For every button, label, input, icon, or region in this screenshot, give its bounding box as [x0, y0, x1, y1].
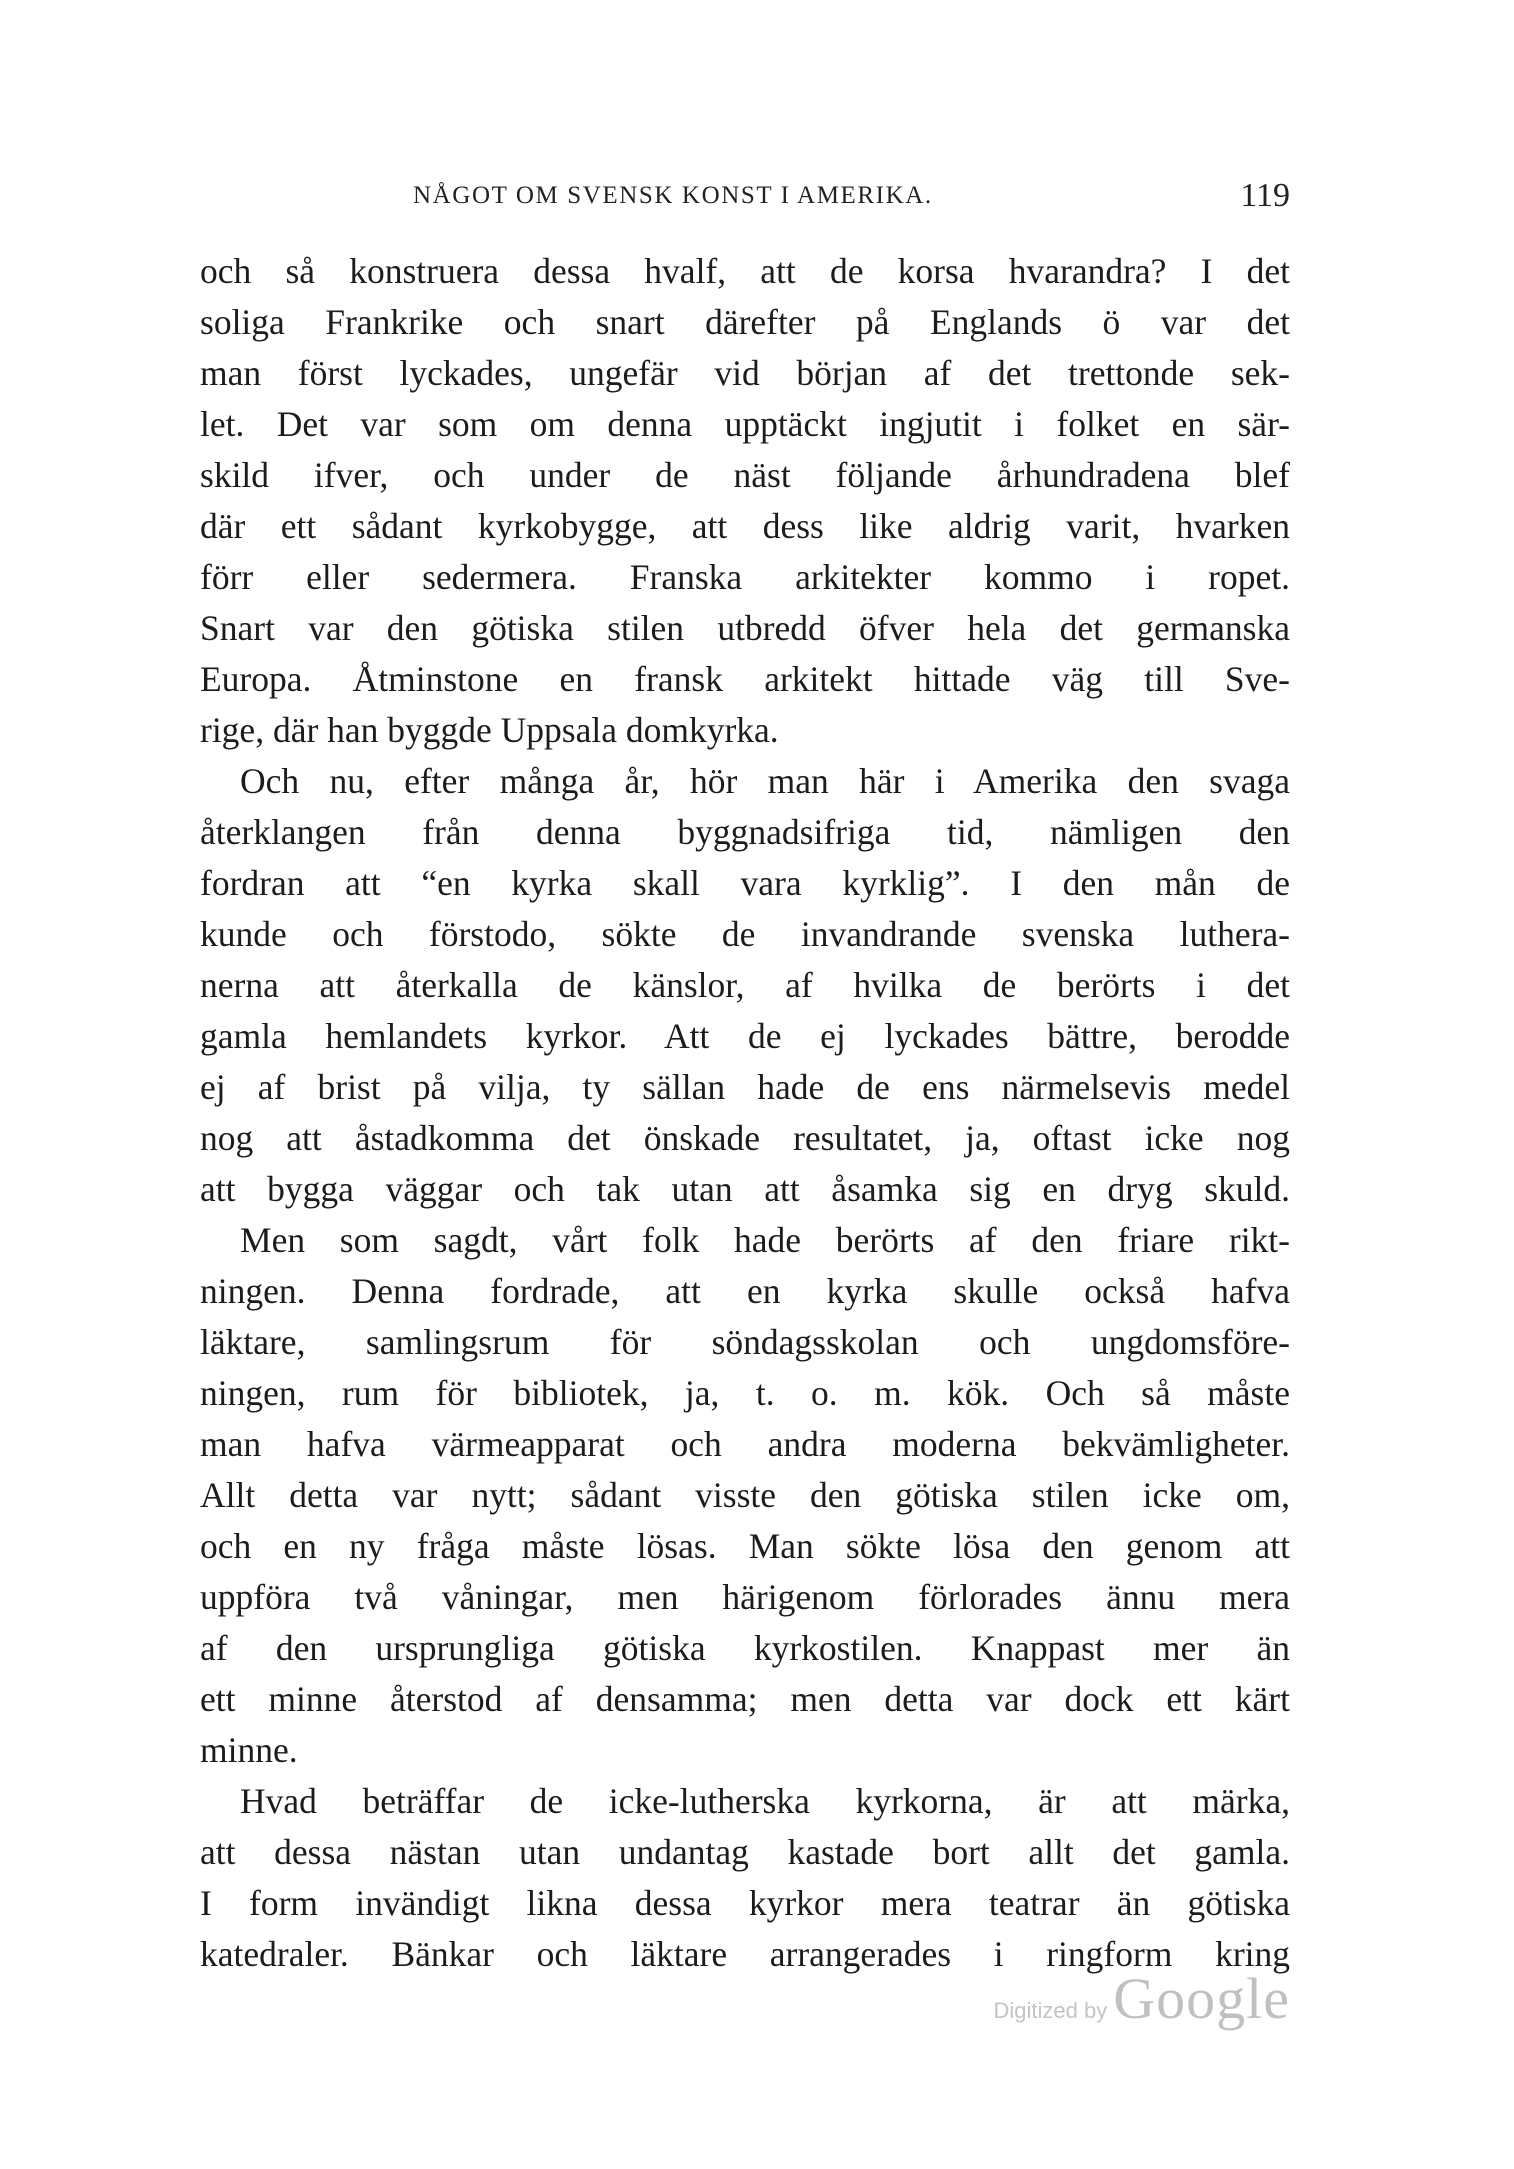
- text-line: minne.: [200, 1730, 298, 1770]
- text-line: ningen, rum för bibliotek, ja, t. o. m. kök. Och så måste: [200, 1373, 1290, 1413]
- text-line: gamla hemlandets kyrkor. Att de ej lyckades bättre, berodde: [200, 1016, 1290, 1056]
- page-number: 119: [1240, 177, 1290, 214]
- text-line: nog att åstadkomma det önskade resultatet, ja, oftast icke nog: [200, 1118, 1290, 1158]
- text-line: Och nu, efter många år, hör man här i Amerika den svaga: [240, 761, 1290, 801]
- text-line: man hafva värmeapparat och andra moderna bekvämligheter.: [200, 1424, 1290, 1464]
- body-text: [200, 246, 1290, 1980]
- watermark-digitized-text: Digitized by: [993, 1998, 1108, 2023]
- text-line: och så konstruera dessa hvalf, att de korsa hvarandra? I det: [200, 251, 1290, 291]
- text-line: Men som sagdt, vårt folk hade berörts af den friare rikt-: [240, 1220, 1290, 1260]
- text-line: kunde och förstodo, sökte de invandrande svenska luthera-: [200, 914, 1290, 954]
- text-line: af den ursprungliga götiska kyrkostilen. Knappast mer än: [200, 1628, 1290, 1668]
- text-line: katedraler. Bänkar och läktare arrangerades i ringform kring: [200, 1934, 1290, 1974]
- text-line: läktare, samlingsrum för söndagsskolan och ungdomsföre-: [200, 1322, 1290, 1362]
- text-line: soliga Frankrike och snart därefter på Englands ö var det: [200, 302, 1290, 342]
- running-title: NÅGOT OM SVENSK KONST I AMERIKA.: [413, 182, 933, 209]
- text-line: förr eller sedermera. Franska arkitekter kommo i ropet.: [200, 557, 1290, 597]
- text-line: Allt detta var nytt; sådant visste den götiska stilen icke om,: [200, 1475, 1290, 1515]
- text-line: där ett sådant kyrkobygge, att dess like aldrig varit, hvarken: [200, 506, 1290, 546]
- text-line: ej af brist på vilja, ty sällan hade de ens närmelsevis medel: [200, 1067, 1290, 1107]
- text-line: uppföra två våningar, men härigenom förlorades ännu mera: [200, 1577, 1290, 1617]
- text-line: Snart var den götiska stilen utbredd öfver hela det germanska: [200, 608, 1290, 648]
- google-logo: Google: [1113, 1966, 1290, 2031]
- text-line: att bygga väggar och tak utan att åsamka sig en dryg skuld.: [200, 1169, 1290, 1209]
- text-line: Europa. Åtminstone en fransk arkitekt hittade väg till Sve-: [200, 659, 1290, 699]
- text-line: fordran att “en kyrka skall vara kyrklig”. I den mån de: [200, 863, 1290, 903]
- text-line: I form invändigt likna dessa kyrkor mera teatrar än götiska: [200, 1883, 1290, 1923]
- text-line: man först lyckades, ungefär vid början af det trettonde sek-: [200, 353, 1290, 393]
- text-line: rige, där han byggde Uppsala domkyrka.: [200, 710, 779, 750]
- text-line: ningen. Denna fordrade, att en kyrka skulle också hafva: [200, 1271, 1290, 1311]
- text-line: att dessa nästan utan undantag kastade bort allt det gamla.: [200, 1832, 1290, 1872]
- text-line: Hvad beträffar de icke-lutherska kyrkorna, är att märka,: [240, 1781, 1290, 1821]
- text-line: skild ifver, och under de näst följande århundradena blef: [200, 455, 1290, 495]
- text-line: let. Det var som om denna upptäckt ingjutit i folket en sär-: [200, 404, 1290, 444]
- running-header: [200, 176, 1290, 216]
- text-line: nerna att återkalla de känslor, af hvilka de berörts i det: [200, 965, 1290, 1005]
- digitized-by-google-watermark: [993, 1965, 1290, 2031]
- text-line: återklangen från denna byggnadsifriga tid, nämligen den: [200, 812, 1290, 852]
- text-line: ett minne återstod af densamma; men detta var dock ett kärt: [200, 1679, 1290, 1719]
- text-line: och en ny fråga måste lösas. Man sökte lösa den genom att: [200, 1526, 1290, 1566]
